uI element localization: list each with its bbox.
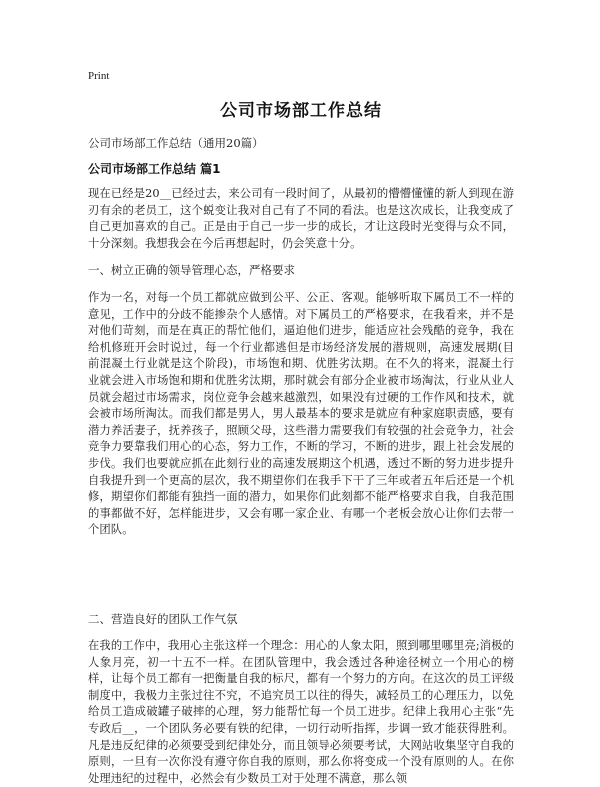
- section-title: 公司市场部工作总结 篇1: [88, 162, 221, 176]
- page-title: 公司市场部工作总结: [220, 101, 382, 121]
- intro-paragraph: 现在已经是20__已经过去，来公司有一段时间了，从最初的懵懵懂懂的新人到现在游刃有余的老员工，这个蜕变让我对自己有了不同的看法。也是这次成长，让我变成了自己更加喜欢的自己。正是由于自己一步一步的成长，才让这段时光变得与众不同，十分深刻。我想我会在今后再想起时，仍会笑意十分。: [88, 187, 514, 250]
- print-link[interactable]: Print: [88, 70, 110, 82]
- body-paragraph-2: 在我的工作中，我用心主张这样一个理念：用心的人象太阳，照到哪里哪里亮;消极的人象月亮，初一十五不一样。在团队管理中，我会透过各种途径树立一个用心的榜样，让每个员工都有一把衡量自我的标尺，都有一个努力的方向。在这次的员工评级制度中，我极力主张过往不究，不追究员工以往的得失，减轻员工的心理压力，以免给员工造成破罐子破摔的心理，努力能帮忙每一个员工进步。纪律上我用心主张“先专政后__，一个团队务必要有铁的纪律，一切行动听指挥，步调一致才能获得胜利。凡是违反纪律的必须要受到纪律处分，而且领导必须要考试，大网站收集坚守自我的原则，一旦有一次你没有遵守你自我的原则，那么你将变成一个没有原则的人。在你处理违纪的过程中，必然会有少数员工对于处理不满意，那么领: [88, 639, 514, 785]
- document-subtitle: 公司市场部工作总结（通用20篇）: [88, 136, 264, 150]
- section-heading-2: 二、营造良好的团队工作气氛: [88, 612, 238, 626]
- body-paragraph-1: 作为一名，对每一个员工都就应做到公平、公正、客观。能够听取下属员工不一样的意见，工作中的分歧不能掺杂个人感情。对下属员工的严格要求，在我看来，并不是对他们苛刻，而是在真正的帮忙他们，逼迫他们进步，能适应社会残酷的竞争，我在给机修班开会时说过，每一个行业都逃但是市场经济发展的潜规则，高速发展期(目前混凝土行业就是这个阶段)，市场饱和期、优胜劣汰期。在不久的将来，混凝土行业就会进入市场饱和期和优胜劣汰期，那时就会有部分企业被市场淘汰，行业从业人员就会超过市场需求，岗位竞争会越来越激烈，如果没有过硬的工作作风和技术，就会被市场所淘汰。而我们都是男人，男人最基本的要求是就应有种家庭职责感，要有潜力养活妻子，抚养孩子，照顾父母，这些潜力需要我们有较强的社会竞争力，社会竞争力要靠我们用心的心态，努力工作，不断的学习，不断的进步，跟上社会发展的步伐。我们也要就应抓在此刻行业的高速发展期这个机遇，透过不断的努力进步提升自我提升到一个更高的层次，我不期望你们在我手下干了三年或者五年后还是一个机修，期望你们都能有独挡一面的潜力，如果你们此刻都不能严格要求自我，自我范围的事都做不好，怎样能进步，又会有哪一家企业、有哪一个老板会放心让你们去带一个团队。: [88, 291, 514, 537]
- section-heading-1: 一、树立正确的领导管理心态，严格要求: [88, 263, 295, 277]
